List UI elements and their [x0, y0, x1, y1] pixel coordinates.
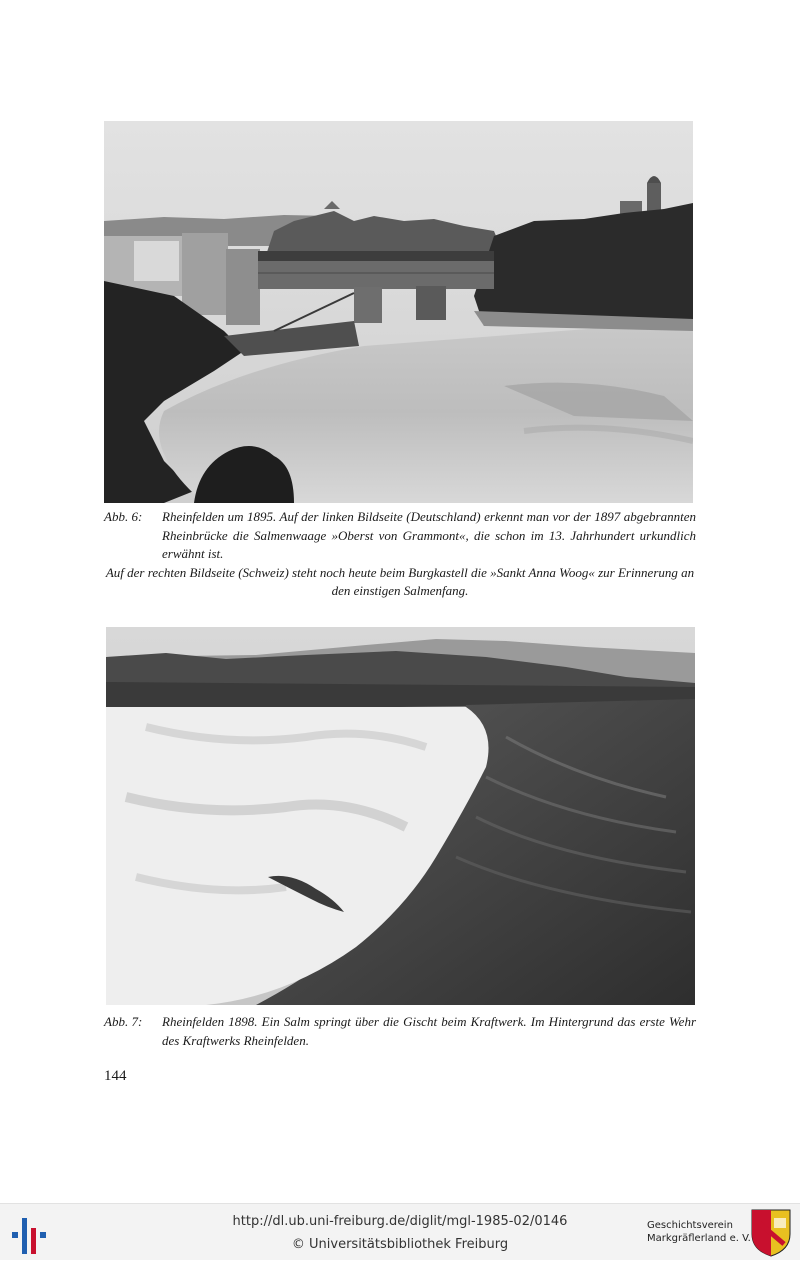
figure-7-number: Abb. 7:: [104, 1014, 143, 1029]
society-name: [647, 1219, 751, 1245]
footer-bar: [0, 1203, 800, 1260]
photo-rheinfelden-1895: [104, 121, 693, 503]
society-name-line-1: Geschichtsverein: [647, 1220, 733, 1231]
society-name-line-2: Markgräflerland e. V.: [647, 1233, 751, 1244]
figure-7-caption-text: Rheinfelden 1898. Ein Salm springt über die Gischt beim Kraftwerk. Im Hintergrund das erste Wehr des Kraftwerks Rheinfelden.: [162, 1014, 696, 1048]
figure-6-caption-continued: Auf der rechten Bildseite (Schweiz) steht noch heute beim Burgkastell die »Sankt Anna Woog« zur Erinnerung an den einstigen Salmenfang.: [105, 564, 695, 598]
figure-6-number: Abb. 6:: [104, 509, 143, 524]
photo-2-drawing: [106, 627, 695, 1005]
page-number: 144: [104, 1068, 127, 1084]
photo-salmon-leap-1898: [106, 627, 695, 1005]
caption-figure-6: [104, 508, 696, 601]
footer-url-link[interactable]: http://dl.ub.uni-freiburg.de/diglit/mgl-1985-02/0146: [232, 1214, 568, 1229]
caption-figure-7: [104, 1013, 696, 1050]
footer-copyright: © Universitätsbibliothek Freiburg: [291, 1237, 509, 1252]
figure-6-caption-text: Rheinfelden um 1895. Auf der linken Bildseite (Deutschland) erkennt man vor der 1897 abgebrannten Rheinbrücke die Salmenwaage »Oberst von Grammont«, die schon im 13. Jahrhundert urkundlich erwähnt ist.: [162, 509, 696, 561]
coat-of-arms-icon[interactable]: [750, 1208, 792, 1258]
photo-1-drawing: [104, 121, 693, 503]
